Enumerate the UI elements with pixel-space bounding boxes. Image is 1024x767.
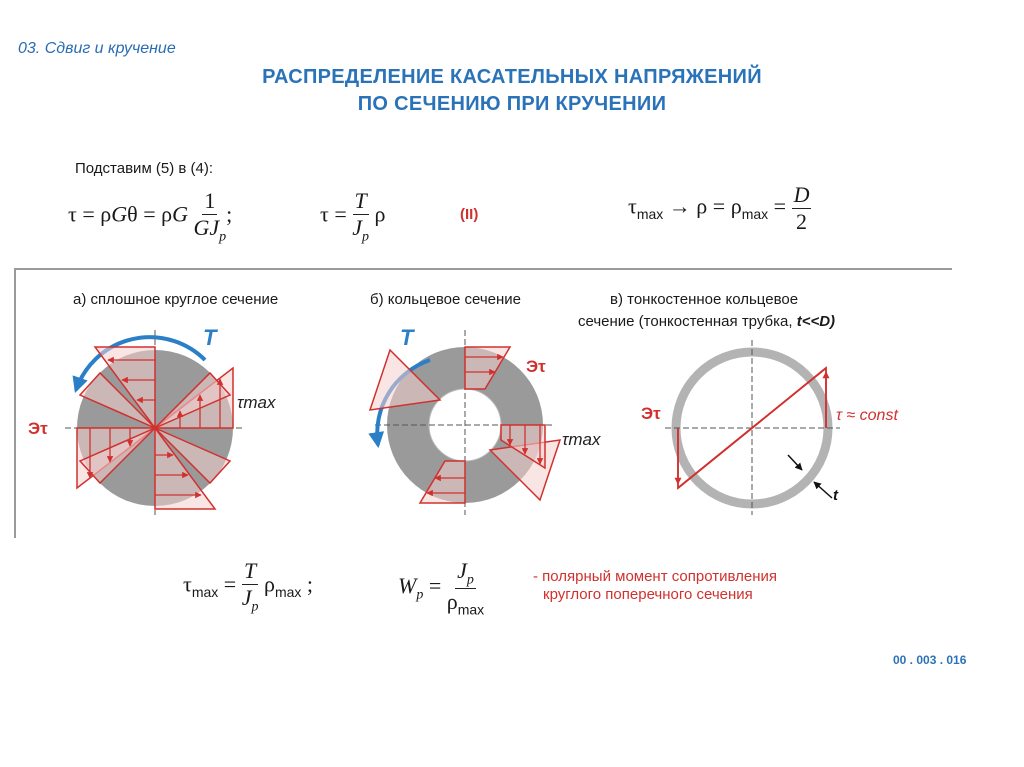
thin-wall-diagram — [641, 340, 898, 515]
symbol-rho: ρ — [446, 589, 458, 615]
torque-label: T — [203, 325, 217, 350]
denominator-two: 2 — [796, 209, 807, 234]
numerator-one: 1 — [204, 188, 216, 213]
subscript-max: max — [741, 205, 769, 222]
caption-thin-wall-line1: в) тонкостенное кольцевое — [610, 291, 799, 308]
denominator-rho-max — [447, 589, 484, 617]
formula-tau-max: $\tau_{max}$ = $\frac{T}{J_p}$ $\rho_{max}$ ; — [183, 558, 314, 615]
symbol-J: J — [352, 215, 363, 240]
symbol-G: G — [193, 215, 210, 240]
symbol-tau: τ — [628, 193, 637, 219]
denominator-Jp — [242, 585, 259, 615]
e-tau-label: Эτ — [526, 357, 546, 376]
subscript-max: max — [191, 584, 219, 601]
symbol-rho: ρ — [374, 201, 386, 227]
numerator-T: T — [354, 188, 367, 213]
symbol-J: J — [209, 215, 220, 240]
polar-moment-note — [533, 568, 777, 604]
formula-tau-max-at-rho-max: $\tau_{max} \to \rho = \rho_{max}$ = $\frac{D}{2}$ — [628, 182, 810, 234]
symbol-rho: ρ — [730, 193, 742, 219]
thickness-arrow-out — [814, 482, 832, 498]
fraction-T-over-Jp — [242, 558, 259, 615]
subscript-max: max — [636, 205, 664, 222]
tau-const-label: τ ≈ const — [836, 407, 898, 424]
symbol-G: G — [172, 201, 188, 227]
numerator-T: T — [243, 558, 257, 583]
caption-ring-section: б) кольцевое сечение — [370, 291, 521, 308]
symbol-rho: ρ — [263, 571, 275, 597]
tau-max-label: τmax — [562, 430, 601, 449]
subscript-p: p — [466, 572, 474, 588]
symbol-G: G — [111, 201, 128, 227]
solid-section-diagram — [28, 325, 276, 515]
section-label: 03. Сдвиг и кручение — [18, 40, 176, 57]
symbol-J: J — [241, 585, 252, 610]
formula-tau-derivation: τ = ρGθ = ρG $\frac{1}{GJ_p}$ ; — [68, 188, 233, 245]
subscript-max: max — [457, 601, 485, 618]
torque-label: T — [400, 325, 414, 350]
symbol-tau: τ — [320, 201, 329, 227]
symbol-rho: ρ — [696, 193, 708, 219]
note-line1: - полярный момент сопротивления — [533, 568, 777, 585]
symbol-J: J — [457, 558, 467, 583]
fraction-Jp-over-rho-max — [447, 558, 484, 618]
subscript-p: p — [362, 229, 370, 245]
symbol-tau: τ — [68, 201, 77, 227]
e-tau-label: Эτ — [28, 419, 48, 438]
numerator-Jp — [455, 558, 476, 589]
page-title-line1: РАСПРЕДЕЛЕНИЕ КАСАТЕЛЬНЫХ НАПРЯЖЕНИЙ — [262, 66, 762, 88]
symbol-rho: ρ — [100, 201, 112, 227]
substitute-text: Подставим (5) в (4): — [75, 160, 214, 177]
note-line2: круглого поперечного сечения — [543, 586, 753, 603]
subscript-p: p — [219, 229, 227, 245]
formula-label-II: (II) — [460, 206, 479, 223]
symbol-theta: θ — [127, 201, 138, 227]
formula-polar-section-modulus: $W_p$ = $\frac{J_p}{\rho_{max}}$ — [398, 558, 485, 618]
caption-solid-section: а) сплошное круглое сечение — [73, 291, 279, 308]
page-title-line2: ПО СЕЧЕНИЮ ПРИ КРУЧЕНИИ — [357, 93, 667, 115]
slide-code: 00 . 003 . 016 — [893, 653, 967, 667]
ring-section-diagram — [370, 325, 601, 515]
symbol-rho: ρ — [161, 201, 173, 227]
numerator-D: D — [793, 182, 810, 207]
caption-thin-wall-text: сечение (тонкостенная трубка, — [578, 313, 793, 330]
thickness-arrow-in — [788, 455, 802, 470]
formula-tau-T-Jp: τ = $\frac{T}{J_p}$ ρ — [320, 188, 386, 245]
e-tau-label: Эτ — [641, 404, 661, 423]
symbol-W: W — [398, 572, 417, 598]
symbol-tau: τ — [183, 571, 192, 597]
tau-max-label: τmax — [237, 393, 276, 412]
caption-thin-wall-condition: t<<D) — [796, 313, 836, 330]
subscript-max: max — [274, 584, 302, 601]
subscript-p: p — [251, 599, 259, 615]
subscript-p: p — [416, 587, 424, 603]
thickness-label: t — [833, 487, 838, 504]
